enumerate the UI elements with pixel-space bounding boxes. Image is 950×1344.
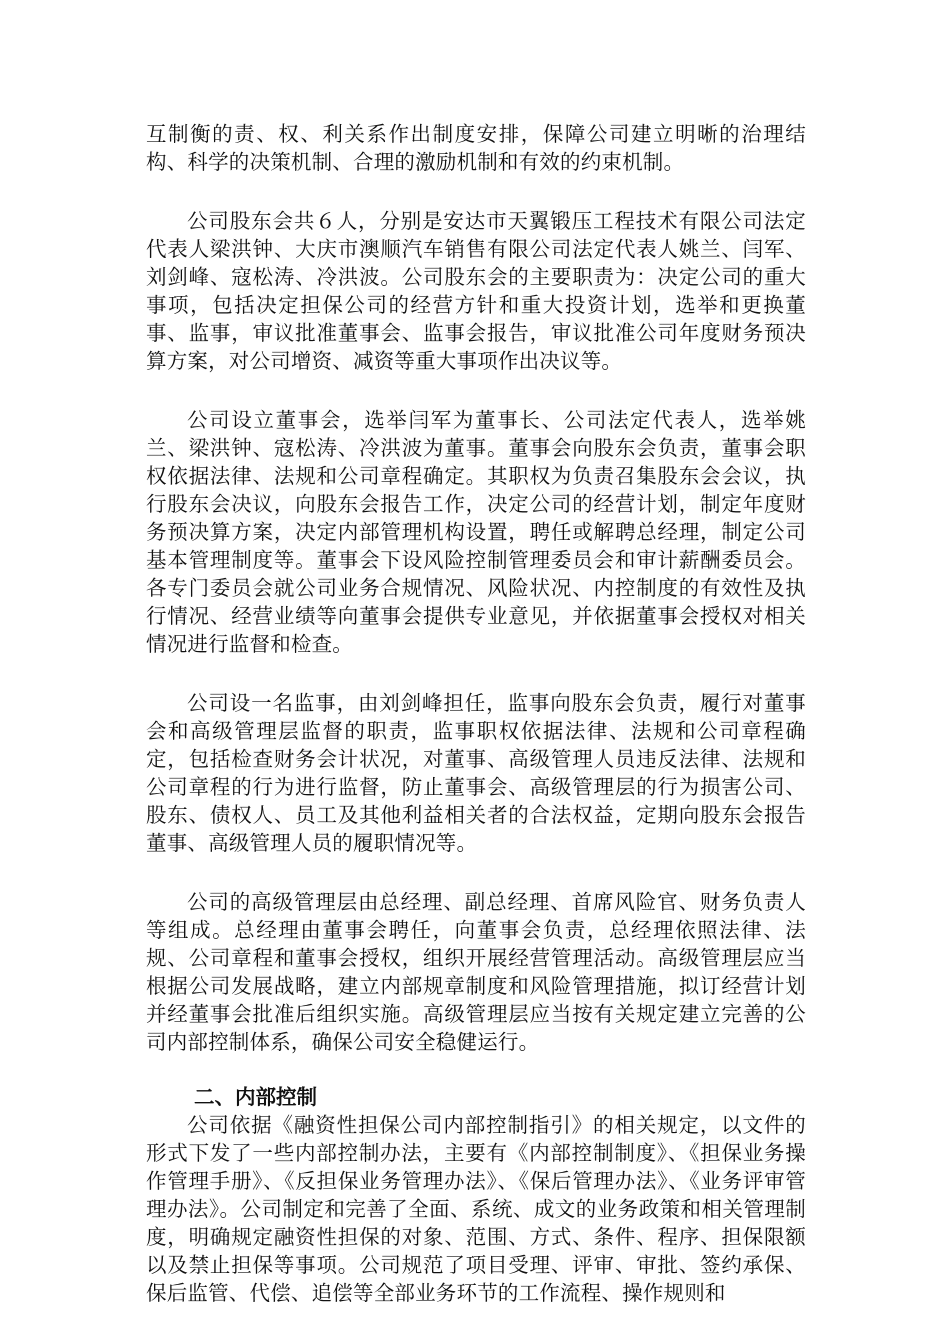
paragraph-shareholders: 公司股东会共６人，分别是安达市天翼锻压工程技术有限公司法定代表人梁洪钟、大庆市澳顺汽车销售有限公司法定代表人姚兰、闫军、刘剑峰、寇松涛、冷洪波。公司股东会的主要职责为：决定公司的重大事项，包括决定担保公司的经营方针和重大投资计划，选举和更换董事、监事，审议批准董事会、监事会报告，审议批准公司年度财务预决算方案，对公司增资、减资等重大事项作出决议等。 <box>146 209 806 373</box>
document-page <box>146 120 806 1307</box>
section-heading-internal-control: 二、内部控制 <box>194 1085 317 1109</box>
paragraph-governance-intro: 互制衡的责、权、利关系作出制度安排，保障公司建立明晰的治理结构、科学的决策机制、合理的激励机制和有效的约束机制。 <box>146 122 806 174</box>
paragraph-senior-management: 公司的高级管理层由总经理、副总经理、首席风险官、财务负责人等组成。总经理由董事会聘任，向董事会负责，总经理依照法律、法规、公司章程和董事会授权，组织开展经营管理活动。高级管理层应当根据公司发展战略，建立内部规章制度和风险管理措施，拟订经营计划并经董事会批准后组织实施。高级管理层应当按有关规定建立完善的公司内部控制体系，确保公司安全稳健运行。 <box>146 890 806 1054</box>
paragraph-board: 公司设立董事会，选举闫军为董事长、公司法定代表人，选举姚兰、梁洪钟、寇松涛、冷洪波为董事。董事会向股东会负责，董事会职权依据法律、法规和公司章程确定。其职权为负责召集股东会会议，执行股东会决议，向股东会报告工作，决定公司的经营计划，制定年度财务预决算方案，决定内部管理机构设置，聘任或解聘总经理，制定公司基本管理制度等。董事会下设风险控制管理委员会和审计薪酬委员会。各专门委员会就公司业务合规情况、风险状况、内控制度的有效性及执行情况、经营业绩等向董事会提供专业意见，并依据董事会授权对相关情况进行监督和检查。 <box>146 408 806 656</box>
paragraph-internal-control: 公司依据《融资性担保公司内部控制指引》的相关规定，以文件的形式下发了一些内部控制办法，主要有《内部控制制度》、《担保业务操作管理手册》、《反担保业务管理办法》、《保后管理办法》、《业务评审管理办法》。公司制定和完善了全面、系统、成文的业务政策和相关管理制度，明确规定融资性担保的对象、范围、方式、条件、程序、担保限额以及禁止担保等事项。公司规范了项目受理、评审、审批、签约承保、保后监管、代偿、追偿等全部业务环节的工作流程、操作规则和 <box>146 1113 806 1305</box>
paragraph-supervisor: 公司设一名监事，由刘剑峰担任，监事向股东会负责，履行对董事会和高级管理层监督的职责，监事职权依据法律、法规和公司章程确定，包括检查财务会计状况，对董事、高级管理人员违反法律、法规和公司章程的行为进行监督，防止董事会、高级管理层的行为损害公司、股东、债权人、员工及其他利益相关者的合法权益，定期向股东会报告董事、高级管理人员的履职情况等。 <box>146 691 806 855</box>
